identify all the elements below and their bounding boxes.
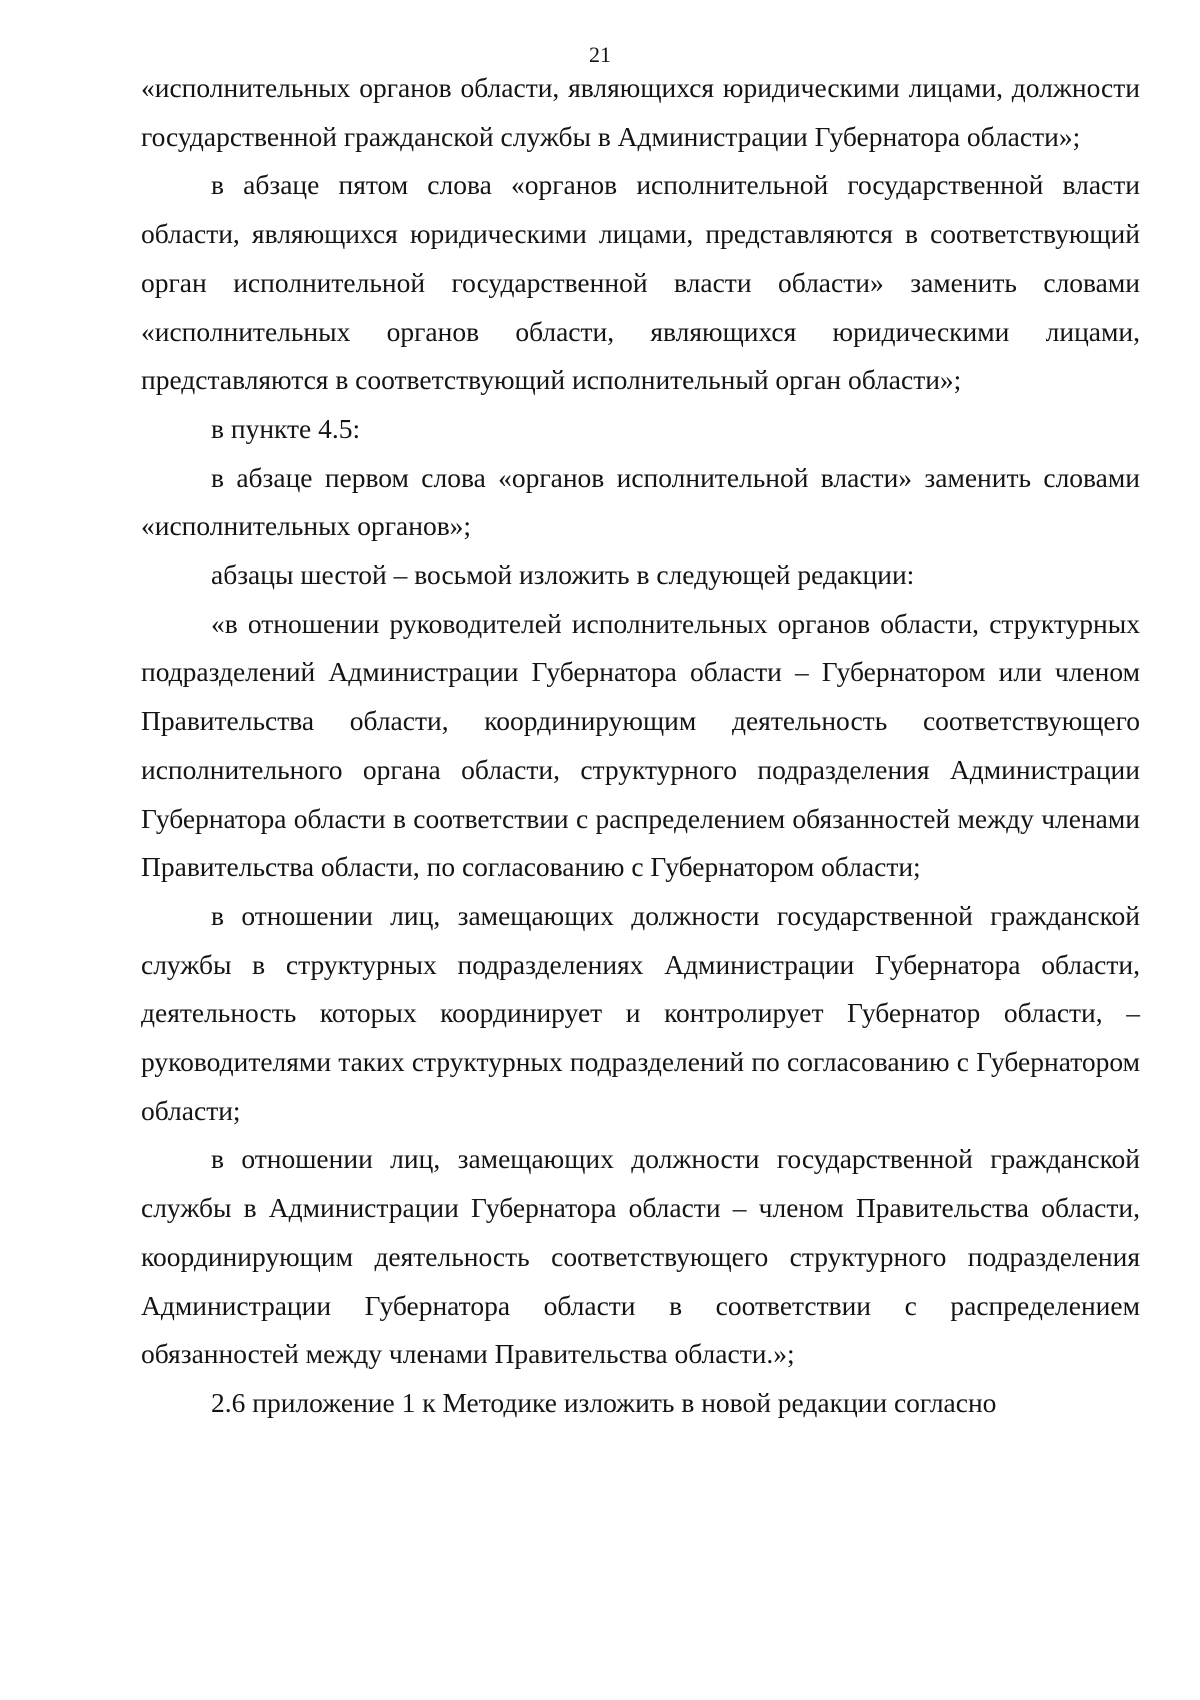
- paragraph: в абзаце первом слова «органов исполнительной власти» заменить словами «исполнительных органов»;: [141, 461, 1140, 542]
- paragraph: в пункте 4.5:: [211, 412, 361, 444]
- document-body: [141, 64, 1140, 1428]
- paragraph: 2.6 приложение 1 к Методике изложить в новой редакции согласно: [211, 1386, 997, 1418]
- paragraph: в отношении лиц, замещающих должности государственной гражданской службы в структурных подразделениях Администрации Губернатора области, деятельность которых координирует и контролирует Губернатор области, – руководителями таких структурных подразделений по согласованию с Губернатором области;: [141, 899, 1140, 1126]
- paragraph: «исполнительных органов области, являющихся юридическими лицами, должности государственной гражданской службы в Администрации Губернатора области»;: [141, 72, 1140, 152]
- paragraph: в отношении лиц, замещающих должности государственной гражданской службы в Администрации Губернатора области – членом Правительства области, координирующим деятельность соответствующего структурного подразделения Администрации Губернатора области в соответствии с распределением обязанностей между членами Правительства области.»;: [141, 1143, 1140, 1370]
- paragraph: в абзаце пятом слова «органов исполнительной государственной власти области, являющихся юридическими лицами, представляются в соответствующий орган исполнительной государственной власти области» заменить словами «исполнительных органов области, являющихся юридическими лицами, представляются в соответствующий исполнительный орган области»;: [141, 169, 1140, 396]
- paragraph: «в отношении руководителей исполнительных органов области, структурных подразделений Администрации Губернатора области – Губернатором или членом Правительства области, координирующим деятельность соответствующего исполнительного органа области, структурного подразделения Администрации Губернатора области в соответствии с распределением обязанностей между членами Правительства области, по согласованию с Губернатором области;: [141, 607, 1140, 883]
- paragraph: абзацы шестой – восьмой изложить в следующей редакции:: [211, 559, 915, 591]
- page-number: 21: [589, 42, 611, 67]
